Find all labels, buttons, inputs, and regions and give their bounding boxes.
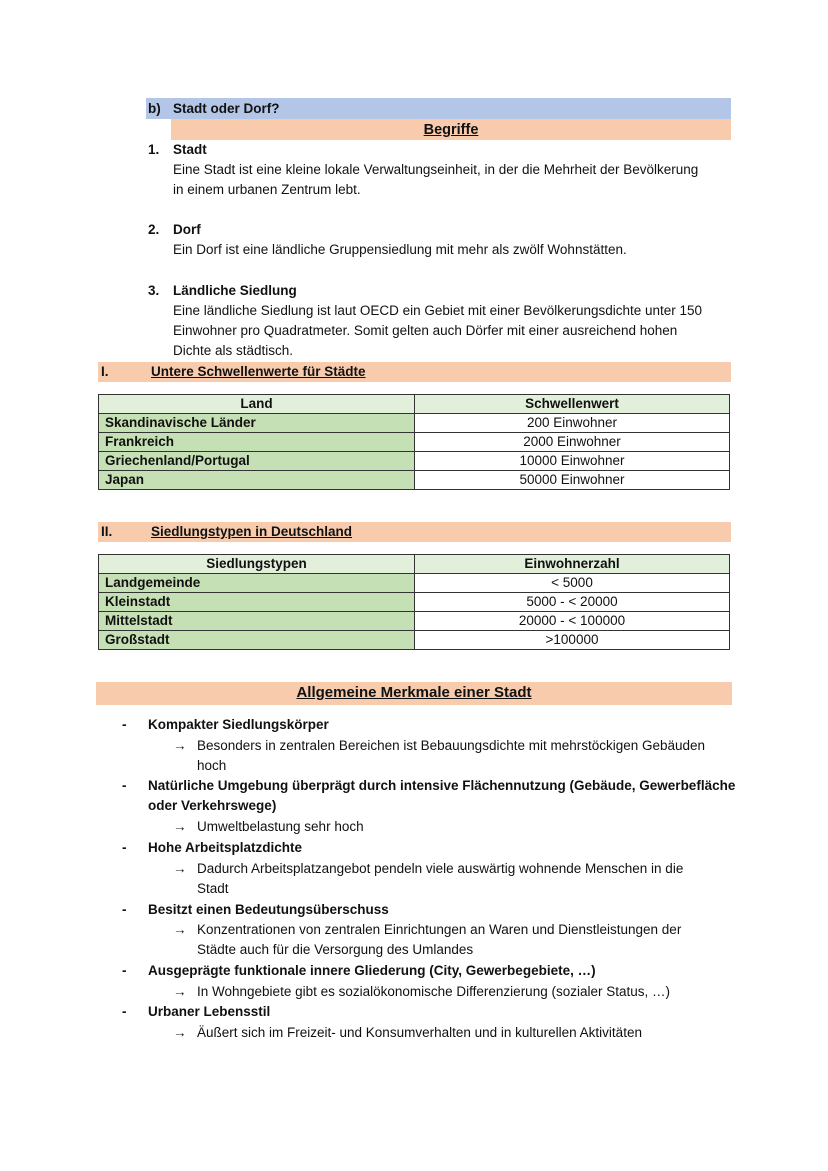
section1-numeral: I. — [101, 364, 109, 379]
arrow-right-icon: → — [173, 738, 187, 753]
section2-numeral: II. — [101, 524, 113, 539]
bullet-dash: - — [122, 778, 127, 793]
feature-detail: Konzentrationen von zentralen Einrichtungen an Waren und Dienstleistungen der — [197, 922, 682, 937]
table-header-cell: Siedlungstypen — [99, 555, 415, 574]
feature-detail: Stadt — [197, 881, 229, 896]
table-row — [99, 414, 730, 433]
bullet-dash: - — [122, 963, 127, 978]
definition-text: in einem urbanen Zentrum lebt. — [173, 182, 361, 197]
table-cell-value: 50000 Einwohner — [415, 471, 730, 490]
table-header-cell: Einwohnerzahl — [415, 555, 730, 574]
definition-text: Ein Dorf ist eine ländliche Gruppensiedlung mit mehr als zwölf Wohnstätten. — [173, 242, 627, 257]
table-cell-value: 20000 - < 100000 — [415, 612, 730, 631]
arrow-right-icon: → — [173, 819, 187, 834]
table-cell-country: Griechenland/Portugal — [99, 452, 415, 471]
table-row — [99, 612, 730, 631]
table-cell-type: Landgemeinde — [99, 574, 415, 593]
table-cell-value: >100000 — [415, 631, 730, 650]
bullet-dash: - — [122, 1004, 127, 1019]
feature-detail: Umweltbelastung sehr hoch — [197, 819, 364, 834]
table-cell-value: 200 Einwohner — [415, 414, 730, 433]
section-title: Stadt oder Dorf? — [173, 101, 280, 116]
table-cell-value: 5000 - < 20000 — [415, 593, 730, 612]
definition-term: Stadt — [173, 142, 207, 157]
table-header-row — [99, 555, 730, 574]
table-cell-type: Mittelstadt — [99, 612, 415, 631]
table-cell-country: Japan — [99, 471, 415, 490]
settlement-types-table — [98, 554, 730, 650]
feature-detail: Besonders in zentralen Bereichen ist Bebauungsdichte mit mehrstöckigen Gebäuden — [197, 738, 706, 753]
bullet-dash: - — [122, 840, 127, 855]
arrow-right-icon: → — [173, 922, 187, 937]
feature-detail: Äußert sich im Freizeit- und Konsumverhalten und in kulturellen Aktivitäten — [197, 1025, 642, 1040]
section-label: b) — [148, 101, 161, 116]
feature-title: Besitzt einen Bedeutungsüberschuss — [148, 902, 389, 917]
table-cell-type: Großstadt — [99, 631, 415, 650]
table-cell-country: Skandinavische Länder — [99, 414, 415, 433]
table-header-cell: Schwellenwert — [415, 395, 730, 414]
definition-number: 2. — [148, 222, 160, 237]
thresholds-table — [98, 394, 730, 490]
bullet-dash: - — [122, 717, 127, 732]
table-row — [99, 471, 730, 490]
feature-title: Ausgeprägte funktionale innere Gliederung (City, Gewerbegebiete, …) — [148, 963, 596, 978]
definition-text: Eine Stadt ist eine kleine lokale Verwaltungseinheit, in der die Mehrheit der Bevölkerung — [173, 162, 699, 177]
table-cell-value: < 5000 — [415, 574, 730, 593]
feature-title: Natürliche Umgebung überprägt durch intensive Flächennutzung (Gebäude, Gewerbefläche — [148, 778, 736, 793]
table-row — [99, 593, 730, 612]
feature-detail: hoch — [197, 758, 227, 773]
definition-number: 3. — [148, 283, 160, 298]
terms-heading: Begriffe — [423, 122, 479, 138]
definition-term: Ländliche Siedlung — [173, 283, 297, 298]
section2-title: Siedlungstypen in Deutschland — [151, 524, 353, 539]
table-cell-value: 2000 Einwohner — [415, 433, 730, 452]
table-cell-value: 10000 Einwohner — [415, 452, 730, 471]
definition-term: Dorf — [173, 222, 201, 237]
feature-detail: In Wohngebiete gibt es sozialökonomische Differenzierung (sozialer Status, …) — [197, 984, 670, 999]
table-header-cell: Land — [99, 395, 415, 414]
feature-detail: Dadurch Arbeitsplatzangebot pendeln viele auswärtig wohnende Menschen in die — [197, 861, 684, 876]
table-header-row — [99, 395, 730, 414]
definition-text: Eine ländliche Siedlung ist laut OECD ein Gebiet mit einer Bevölkerungsdichte unter 150 — [173, 303, 703, 318]
definition-text: Dichte als städtisch. — [173, 343, 294, 358]
feature-detail: Städte auch für die Versorgung des Umlandes — [197, 942, 474, 957]
table-cell-country: Frankreich — [99, 433, 415, 452]
feature-title: Urbaner Lebensstil — [148, 1004, 271, 1019]
features-heading: Allgemeine Merkmale einer Stadt — [296, 684, 532, 701]
table-cell-type: Kleinstadt — [99, 593, 415, 612]
feature-title: Hohe Arbeitsplatzdichte — [148, 840, 303, 855]
table-row — [99, 574, 730, 593]
table-row — [99, 631, 730, 650]
arrow-right-icon: → — [173, 1025, 187, 1040]
definition-text: Einwohner pro Quadratmeter. Somit gelten auch Dörfer mit einer ausreichend hohen — [173, 323, 678, 338]
feature-title: Kompakter Siedlungskörper — [148, 717, 329, 732]
arrow-right-icon: → — [173, 984, 187, 999]
table-row — [99, 433, 730, 452]
definition-number: 1. — [148, 142, 160, 157]
arrow-right-icon: → — [173, 861, 187, 876]
feature-title: oder Verkehrswege) — [148, 798, 277, 813]
section1-title: Untere Schwellenwerte für Städte — [151, 364, 366, 379]
table-row — [99, 452, 730, 471]
bullet-dash: - — [122, 902, 127, 917]
